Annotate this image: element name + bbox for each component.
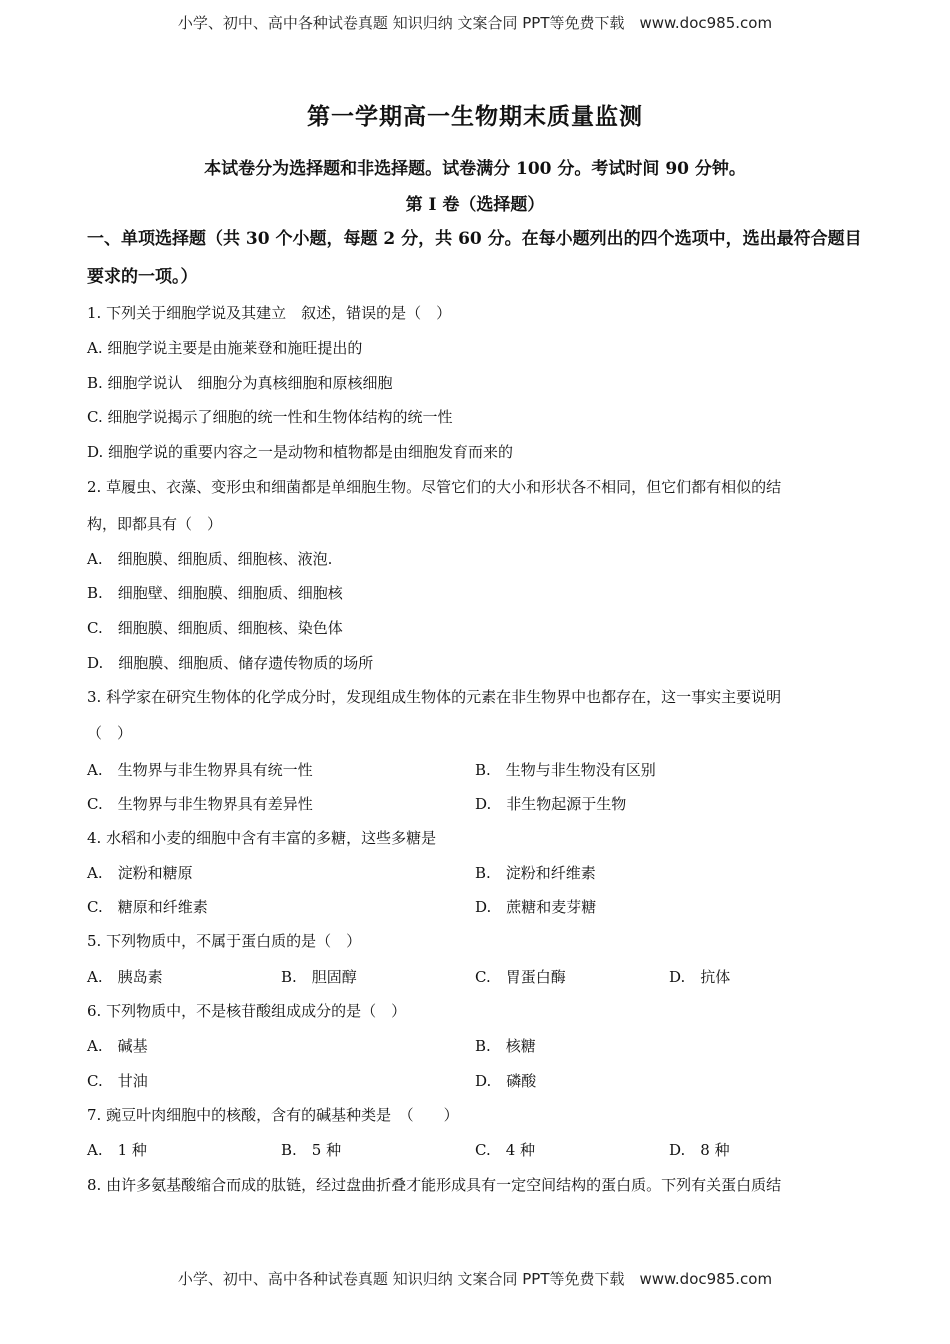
question-4-stem: 4. 水稻和小麦的细胞中含有丰富的多糖，这些多糖是 — [87, 829, 437, 847]
question-3-option-b: B. 生物与非生物没有区别 — [475, 761, 656, 779]
question-7-option-b: B. 5 种 — [281, 1141, 342, 1159]
question-4-option-c: C. 糖原和纤维素 — [87, 898, 208, 916]
question-6-option-c: C. 甘油 — [87, 1072, 148, 1090]
question-1-option-c: C. 细胞学说揭示了细胞的统一性和生物体结构的统一性 — [87, 408, 453, 426]
question-8-stem: 8. 由许多氨基酸缩合而成的肽链，经过盘曲折叠才能形成具有一定空间结构的蛋白质。下列有关蛋白质结 — [87, 1176, 782, 1194]
question-3-option-d: D. 非生物起源于生物 — [475, 795, 627, 813]
question-2-stem-line-2: 构，即都具有（ ） — [87, 515, 223, 533]
question-2-option-a: A. 细胞膜、细胞质、细胞核、液泡. — [87, 550, 333, 568]
question-1-option-b: B. 细胞学说认 细胞分为真核细胞和原核细胞 — [87, 374, 393, 392]
question-4-option-b: B. 淀粉和纤维素 — [475, 864, 596, 882]
question-3-stem-line-2: （ ） — [87, 724, 133, 742]
exam-info: 本试卷分为选择题和非选择题。试卷满分 100 分。考试时间 90 分钟。 — [204, 159, 746, 179]
question-3-option-a: A. 生物界与非生物界具有统一性 — [87, 761, 313, 779]
question-2-option-b: B. 细胞壁、细胞膜、细胞质、细胞核 — [87, 584, 343, 602]
question-5-option-d: D. 抗体 — [669, 968, 731, 986]
page-footer: 小学、初中、高中各种试卷真题 知识归纳 文案合同 PPT等免费下载 www.doc985.com — [177, 1270, 773, 1288]
question-7-option-a: A. 1 种 — [87, 1141, 147, 1159]
question-5-stem: 5. 下列物质中，不属于蛋白质的是（ ） — [87, 932, 362, 950]
question-5-option-c: C. 胃蛋白酶 — [475, 968, 566, 986]
page-header: 小学、初中、高中各种试卷真题 知识归纳 文案合同 PPT等免费下载 www.doc985.com — [177, 14, 773, 32]
question-6-stem: 6. 下列物质中，不是核苷酸组成成分的是（ ） — [87, 1002, 407, 1020]
question-3-option-c: C. 生物界与非生物界具有差异性 — [87, 795, 313, 813]
question-7-option-c: C. 4 种 — [475, 1141, 536, 1159]
question-1-option-d: D. 细胞学说的重要内容之一是动物和植物都是由细胞发育而来的 — [87, 443, 514, 461]
page-title: 第一学期高一生物期末质量监测 — [307, 103, 643, 130]
question-6-option-d: D. 磷酸 — [475, 1072, 537, 1090]
volume-title: 第 I 卷（选择题） — [405, 195, 545, 215]
question-2-option-d: D. 细胞膜、细胞质、储存遗传物质的场所 — [87, 654, 374, 672]
question-5-option-a: A. 胰岛素 — [87, 968, 163, 986]
question-2-option-c: C. 细胞膜、细胞质、细胞核、染色体 — [87, 619, 343, 637]
question-6-option-b: B. 核糖 — [475, 1037, 536, 1055]
question-4-option-a: A. 淀粉和糖原 — [87, 864, 193, 882]
question-5-option-b: B. 胆固醇 — [281, 968, 357, 986]
question-4-option-d: D. 蔗糖和麦芽糖 — [475, 898, 597, 916]
question-2-stem-line-1: 2. 草履虫、衣藻、变形虫和细菌都是单细胞生物。尽管它们的大小和形状各不相同，但它们都有相似的结 — [87, 478, 782, 496]
question-7-option-d: D. 8 种 — [669, 1141, 730, 1159]
question-1-stem: 1. 下列关于细胞学说及其建立 叙述，错误的是（ ） — [87, 304, 452, 322]
question-7-stem: 7. 豌豆叶肉细胞中的核酸，含有的碱基种类是 （ ） — [87, 1106, 459, 1124]
question-3-stem-line-1: 3. 科学家在研究生物体的化学成分时，发现组成生物体的元素在非生物界中也都存在，这一事实主要说明 — [87, 688, 782, 706]
question-6-option-a: A. 碱基 — [87, 1037, 148, 1055]
question-1-option-a: A. 细胞学说主要是由施莱登和施旺提出的 — [87, 339, 363, 357]
section-heading: 一、单项选择题（共 30 个小题，每题 2 分，共 60 分。在每小题列出的四个选项中，选出最符合题目要求的一项。） — [87, 229, 862, 287]
